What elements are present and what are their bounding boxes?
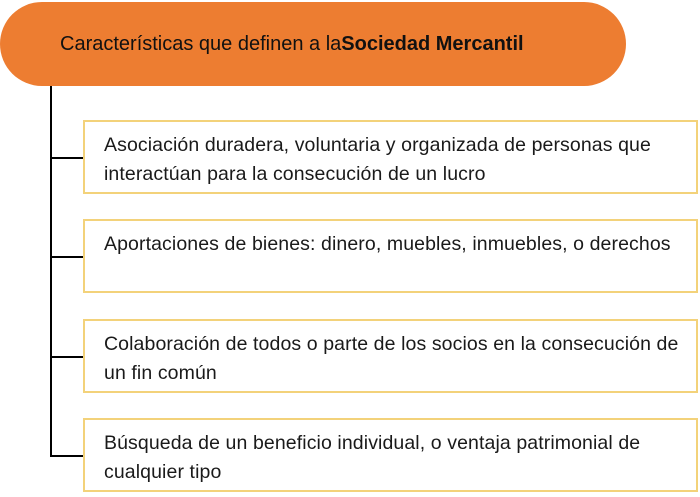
characteristic-card-3 xyxy=(83,319,698,393)
connector-branch-1 xyxy=(50,157,83,159)
header-title-prefix: Características que definen a la xyxy=(60,32,342,55)
connector-branch-2 xyxy=(50,256,83,258)
characteristic-text-2: Aportaciones de bienes: dinero, muebles, inmuebles, o derechos xyxy=(104,233,671,255)
characteristic-card-2 xyxy=(83,219,698,293)
header-title xyxy=(0,2,626,86)
characteristic-text-3: Colaboración de todos o parte de los socios en la consecución de un fin común xyxy=(104,333,679,384)
connector-trunk xyxy=(50,86,52,457)
characteristic-card-1 xyxy=(83,120,698,194)
header-title-bold: Sociedad Mercantil xyxy=(341,32,524,55)
connector-branch-3 xyxy=(50,356,83,358)
characteristic-card-4 xyxy=(83,418,698,492)
characteristic-text-4: Búsqueda de un beneficio individual, o ventaja patrimonial de cualquier tipo xyxy=(104,432,641,483)
characteristic-text-1: Asociación duradera, voluntaria y organizada de personas que interactúan para la consecución de un lucro xyxy=(104,134,651,185)
connector-branch-4 xyxy=(50,455,83,457)
